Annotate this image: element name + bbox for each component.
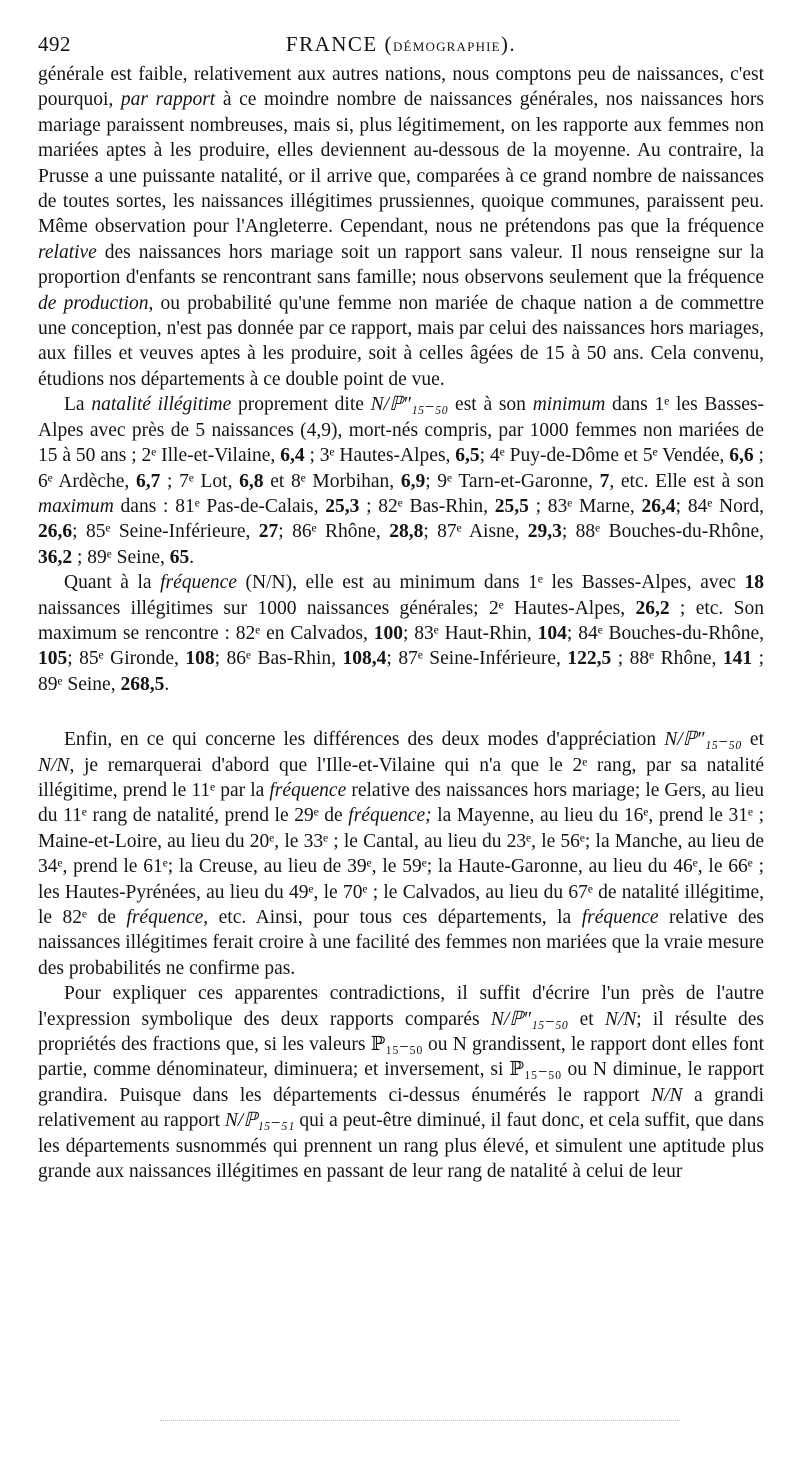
text-run: , etc. Ainsi, pour tous ces départements, la	[203, 907, 582, 928]
text-run: ; etc. Son maximum se rencontre : 82ᵉ en Calvados,	[38, 597, 765, 644]
emphasis: fréquence	[269, 779, 347, 801]
text-run: générale est faible, relativement aux autres nations, nous comptons peu de naissances, c'est pourquoi,	[38, 64, 764, 111]
text-run: dans : 81ᵉ Pas-de-Calais,	[113, 495, 326, 517]
text-run: (N/N), elle est au minimum dans 1ᵉ les Basses-Alpes, avec	[236, 572, 745, 594]
text-run: ; 6ᵉ Ardèche,	[38, 445, 764, 492]
formula: N/ℙ″₁₅₋₅₀	[664, 729, 742, 751]
text-run: , je remarquerai d'abord que l'Ille-et-Vilaine qui n'a que le 2ᵉ rang, par sa natalité illégitime, prend le 11ᵉ par la	[38, 754, 764, 801]
emphasis: natalité illégitime	[91, 394, 232, 416]
bold-value: 268,5	[120, 673, 165, 695]
bold-value: 105	[38, 648, 68, 670]
bold-value: 6,4	[280, 445, 305, 467]
text-run: .	[189, 546, 195, 568]
text-run: et	[568, 1008, 605, 1030]
bold-value: 7	[599, 470, 610, 492]
bold-value: 141	[722, 648, 753, 670]
bold-value: 25,3	[325, 495, 360, 517]
bold-value: 104	[537, 622, 567, 644]
text-run: ; il résulte des propriétés des fractions que, si les valeurs ℙ₁₅₋₅₀ ou N grandissent, le rapport dont elles font partie, comme dénominateur, diminuera; et inversement, si ℙ₁₅₋₅₀ ou N diminue, le rapport grandira. Puisque dans les départements ci-dessus énumérés le rapport	[38, 1008, 765, 1106]
formula: N/N	[38, 754, 70, 776]
text-run: a grandi relativement au rapport	[38, 1084, 764, 1132]
text-run: ; 86ᵉ Bas-Rhin,	[214, 648, 343, 670]
emphasis: fréquence	[581, 907, 659, 928]
formula: N/N	[651, 1084, 683, 1106]
emphasis: de production	[38, 292, 149, 314]
bold-value: 6,6	[729, 445, 754, 467]
paragraph-1	[38, 62, 764, 392]
running-title-end: ).	[500, 32, 517, 56]
text-run: Quant à la	[64, 572, 161, 594]
text-run: , ou probabilité qu'une femme non mariée de chaque nation a de commettre une conception, n'est pas donnée par ce rapport, mais par celui des naissances hors mariages, aux filles et veuves aptes à les produire, soit à celles âgées de 15 à 50 ans. Cela convenu, étudions nos départements à ce double point de vue.	[38, 292, 764, 390]
text-run: à ce moindre nombre de naissances générales, nos naissances hors mariage paraissent nombreuses, mais si, plus légitimement, on les rapporte aux femmes non mariées aptes à les produire, elles deviennent au-dessous de la moyenne. Au contraire, la Prusse a une puissante natalité, or il arrive que, comparées à ce grand nombre de naissances de toutes sortes, les naissances illégitimes prussiennes, quoique communes, paraissent peu. Même observation pour l'Angleterre. Cependant, nous ne prétendons pas que la fréquence	[38, 89, 764, 238]
text-run: dans 1ᵉ les Basses-Alpes avec près de 5 naissances (4,9), mort-nés compris, par 1000 femmes non mariées de 15 à 50 ans ; 2ᵉ Ille-et-Vilaine,	[38, 394, 764, 467]
bold-value: 108	[185, 648, 215, 670]
text-run: ; 87ᵉ Seine-Inférieure,	[386, 648, 568, 670]
text-run: .	[164, 673, 170, 695]
emphasis: relative	[38, 241, 97, 263]
text-run: proprement dite	[231, 394, 371, 416]
text-run: relative des naissances illégitimes ferait croire à une facilité des femmes non mariées que la vraie mesure des probabilités ne confirme pas.	[38, 907, 764, 979]
paragraph-5	[38, 981, 764, 1184]
bold-value: 27	[258, 521, 279, 543]
bold-value: 108,4	[342, 648, 387, 670]
formula: N/ℙ″₁₅₋₅₀	[370, 394, 449, 416]
emphasis: par rapport	[120, 89, 216, 111]
emphasis: maximum	[38, 495, 114, 517]
bold-value: 6,9	[400, 470, 426, 492]
running-title-main: FRANCE (	[285, 32, 394, 56]
bold-value: 29,3	[527, 521, 562, 543]
text-run: la Mayenne, au lieu du 16ᵉ, prend le 31ᵉ ; Maine-et-Loire, au lieu du 20ᵉ, le 33ᵉ ; le Cantal, au lieu du 23ᵉ, le 56ᵉ; la Manche, au lieu de 34ᵉ, prend le 61ᵉ; la Creuse, au lieu de 39ᵉ, le 59ᵉ; la Haute-Garonne, au lieu du 46ᵉ, le 66ᵉ ; les Hautes-Pyrénées, au lieu du 49ᵉ, le 70ᵉ ; le Calvados, au lieu du 67ᵉ de natalité illégitime, le 82ᵉ de	[38, 805, 764, 928]
formula: N/ℙ″₁₅₋₅₀	[490, 1008, 569, 1030]
emphasis: fréquence	[160, 572, 237, 594]
text-run: relative des naissances hors mariage; le Gers, au lieu du 11ᵉ rang de natalité, prend le 29ᵉ de	[38, 779, 765, 827]
bold-value: 26,2	[635, 597, 670, 619]
paragraph-3	[38, 570, 764, 697]
bold-value: 28,8	[389, 521, 424, 543]
text-run: ; 89ᵉ Seine,	[38, 648, 765, 695]
bold-value: 122,5	[567, 648, 612, 670]
emphasis: minimum	[532, 394, 606, 416]
paragraph-2	[38, 392, 764, 570]
text-run: ; 3ᵉ Hautes-Alpes,	[304, 445, 456, 467]
text-run: et	[741, 729, 764, 751]
text-run: ; 85ᵉ Seine-Inférieure,	[72, 521, 259, 543]
bold-value: 25,5	[494, 495, 529, 517]
text-run: ; 9ᵉ Tarn-et-Garonne,	[425, 470, 600, 492]
running-title-small-caps: DÉMOGRAPHIE	[393, 39, 501, 54]
formula: N/N	[604, 1008, 637, 1030]
text-run: qui a peut-être diminué, il faut donc, et cela suffit, que dans les départements susnommés qui prennent un rang plus élevé, et simulent une aptitude plus grande aux naissances illégitimes en passant de leur rang de natalité à celui de leur	[38, 1110, 764, 1183]
text-run: naissances illégitimes sur 1000 naissances générales; 2ᵉ Hautes-Alpes,	[38, 597, 636, 619]
emphasis: fréquence	[126, 907, 204, 928]
text-run: des naissances hors mariage soit un rapport sans valeur. Il nous renseigne sur la proportion d'enfants se rencontrant sans famille; nous observons seulement que la fréquence	[38, 241, 764, 289]
text-run: ; 86ᵉ Rhône,	[278, 521, 390, 543]
bold-value: 6,7	[135, 470, 161, 492]
text-run: ; 82ᵉ Bas-Rhin,	[359, 495, 495, 517]
text-run: ; 87ᵉ Aisne,	[423, 521, 528, 543]
text-run: ; 84ᵉ Nord,	[675, 495, 765, 517]
text-run: et 8ᵉ Morbihan,	[263, 470, 401, 492]
text-run: Pour expliquer ces apparentes contradictions, il suffit d'écrire l'un près de l'autre l'expression symbolique des deux rapports comparés	[38, 983, 764, 1030]
text-run: est à son	[448, 394, 533, 416]
formula: N/ℙ₁₅₋₅₁	[224, 1110, 295, 1132]
text-run: ; 83ᵉ Haut-Rhin,	[402, 622, 538, 644]
body-text	[38, 62, 764, 1184]
text-run: ; 89ᵉ Seine,	[72, 546, 170, 568]
scan-noise-divider	[160, 1420, 680, 1423]
text-run: Enfin, en ce qui concerne les différences des deux modes d'appréciation	[64, 729, 665, 751]
text-run: ; 88ᵉ Rhône,	[611, 648, 723, 670]
bold-value: 6,8	[239, 470, 264, 492]
bold-value: 36,2	[38, 546, 73, 568]
text-run: ; 88ᵉ Bouches-du-Rhône,	[561, 521, 765, 543]
text-run: ; 4ᵉ Puy-de-Dôme et 5ᵉ Vendée,	[479, 445, 730, 467]
text-run: ; 7ᵉ Lot,	[160, 470, 240, 492]
running-title	[38, 32, 764, 57]
bold-value: 100	[373, 622, 403, 644]
running-header	[38, 28, 764, 62]
text-run: La	[64, 394, 92, 416]
page-number: 492	[38, 32, 71, 56]
text-run: ; 84ᵉ Bouches-du-Rhône,	[566, 622, 764, 644]
text-run: , etc. Elle est à son	[609, 470, 765, 492]
text-run: ; 83ᵉ Marne,	[528, 495, 642, 517]
paragraph-4	[38, 727, 764, 981]
text-run: ; 85ᵉ Gironde,	[67, 648, 186, 670]
bold-value: 26,6	[38, 521, 73, 543]
bold-value: 65	[169, 546, 190, 568]
bold-value: 6,5	[455, 445, 480, 467]
emphasis: fréquence;	[348, 805, 432, 827]
bold-value: 26,4	[641, 495, 676, 517]
bold-value: 18	[744, 572, 764, 594]
